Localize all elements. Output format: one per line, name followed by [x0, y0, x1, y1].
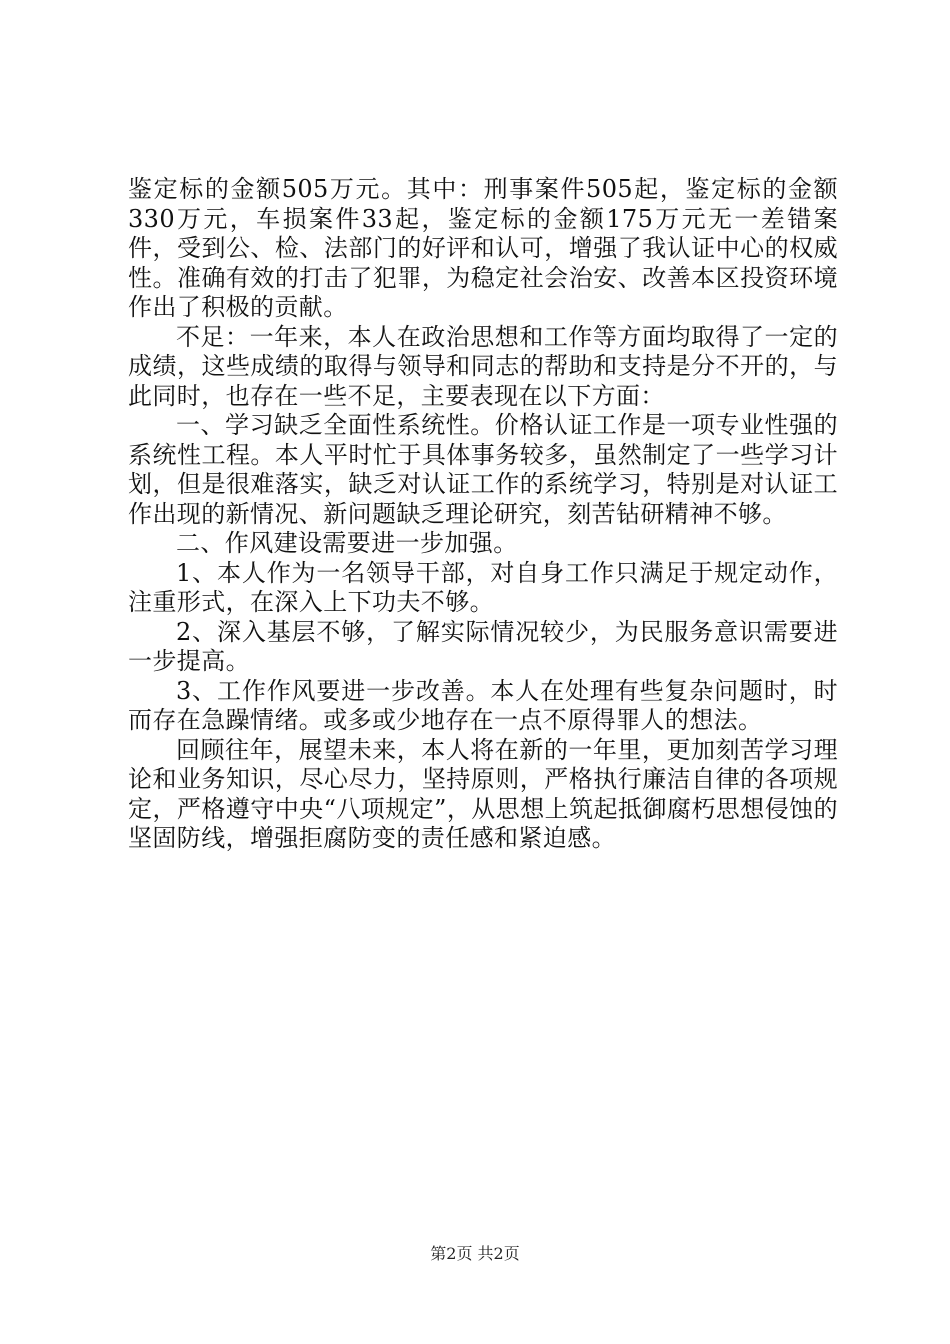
page-footer	[0, 1244, 950, 1264]
paragraph-2: 不足：一年来，本人在政治思想和工作等方面均取得了一定的成绩，这些成绩的取得与领导和同志的帮助和支持是分不开的，与此同时，也存在一些不足，主要表现在以下方面：	[128, 322, 838, 410]
paragraph-4: 二、作风建设需要进一步加强。	[176, 529, 518, 557]
paragraph-3: 一、学习缺乏全面性系统性。价格认证工作是一项专业性强的系统性工程。本人平时忙于具体事务较多，虽然制定了一些学习计划，但是很难落实，缺乏对认证工作的系统学习，特别是对认证工作出现的新情况、新问题缺乏理论研究，刻苦钻研精神不够。	[128, 411, 838, 528]
paragraph-7: 3、工作作风要进一步改善。本人在处理有些复杂问题时，时而存在急躁情绪。或多或少地存在一点不原得罪人的想法。	[128, 676, 838, 734]
paragraph-5: 1、本人作为一名领导干部，对自身工作只满足于规定动作，注重形式，在深入上下功夫不够。	[128, 558, 838, 616]
paragraph-8: 回顾往年，展望未来，本人将在新的一年里，更加刻苦学习理论和业务知识，尽心尽力，坚持原则，严格执行廉洁自律的各项规定，严格遵守中央“八项规定”，从思想上筑起抵御腐朽思想侵蚀的坚固防线，增强拒腐防变的责任感和紧迫感。	[128, 735, 838, 852]
paragraph-1: 鉴定标的金额505万元。其中：刑事案件505起，鉴定标的金额330万元，车损案件33起，鉴定标的金额175万元无一差错案件，受到公、检、法部门的好评和认可，增强了我认证中心的权威性。准确有效的打击了犯罪，为稳定社会治安、改善本区投资环境作出了积极的贡献。	[128, 175, 838, 321]
page-number: 第2页 共2页	[430, 1244, 520, 1263]
paragraph-6: 2、深入基层不够，了解实际情况较少，为民服务意识需要进一步提高。	[128, 617, 838, 675]
document-body	[128, 175, 838, 854]
